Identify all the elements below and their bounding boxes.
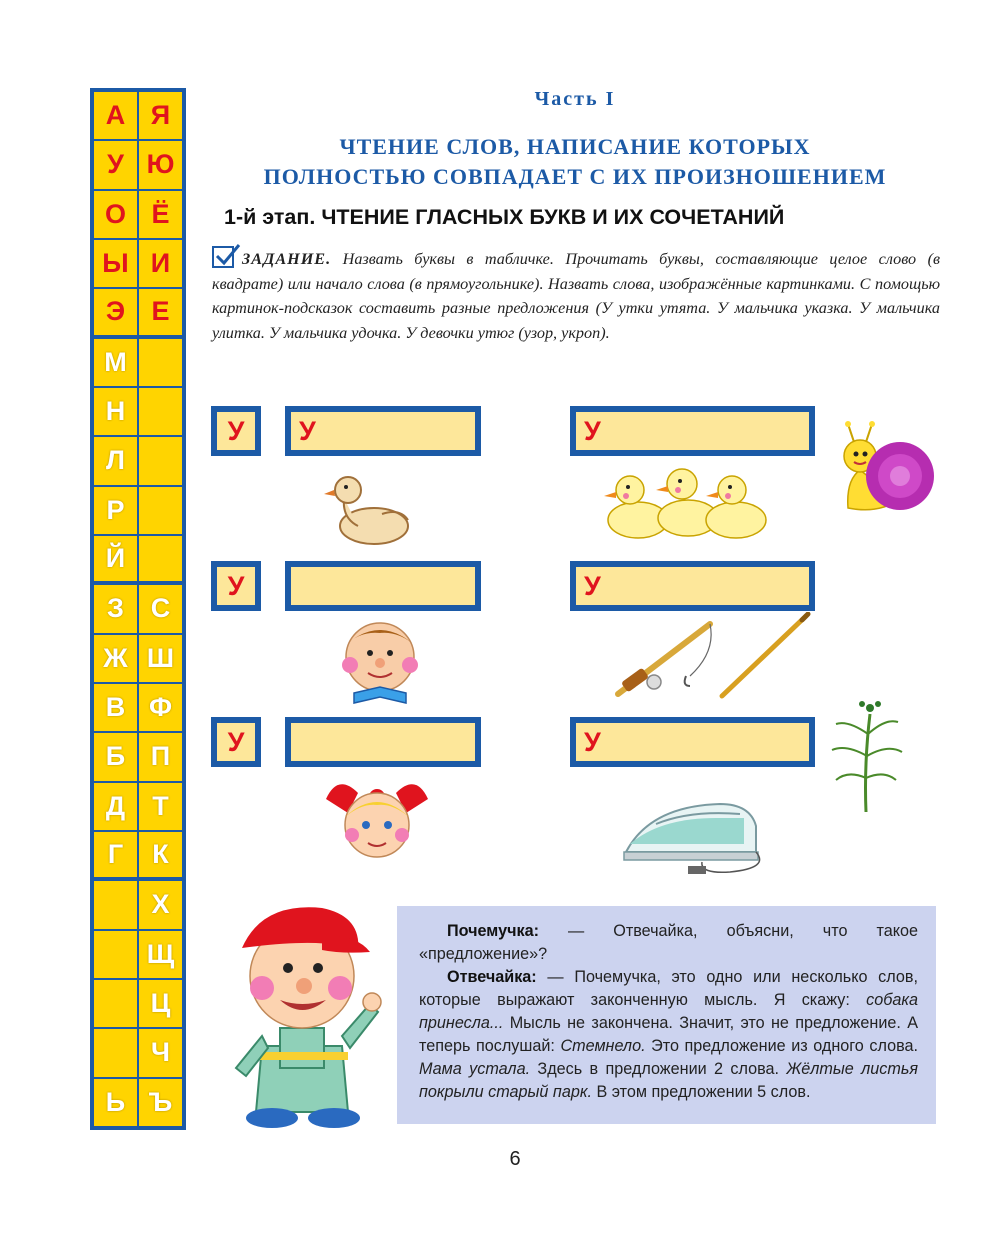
checkbox-icon: [212, 246, 234, 268]
alphabet-cell: К: [138, 831, 183, 880]
alphabet-cell: Е: [138, 288, 183, 337]
alphabet-cell: Ё: [138, 190, 183, 239]
speaker-otvechaika: Отвечайка:: [447, 968, 537, 986]
example-sentence-3: Мама устала.: [419, 1060, 531, 1078]
alphabet-cell: М: [93, 338, 138, 387]
speaker-pochemuchka: Почемучка:: [447, 922, 539, 940]
letter-square-3: У: [211, 717, 261, 767]
alphabet-cell: Х: [138, 880, 183, 929]
question-text: — Отвечайка, объясни, что такое «предложение»?: [419, 922, 918, 963]
answer-text-4: Здесь в предложении 2 слова.: [530, 1060, 787, 1078]
alphabet-cell: Ь: [93, 1078, 138, 1127]
part-heading: Часть I: [534, 88, 616, 110]
answer-text-3: Это предложение из одного слова.: [645, 1037, 918, 1055]
alphabet-cell: Ы: [93, 239, 138, 288]
letter-rect-3: [285, 561, 481, 611]
task-lead: ЗАДАНИЕ.: [242, 250, 332, 268]
letter-rect-6: У: [570, 717, 815, 767]
girl-face-illustration: [318, 773, 436, 863]
dialogue-question: [419, 920, 918, 966]
alphabet-cell: Т: [138, 782, 183, 831]
alphabet-cell: А: [93, 91, 138, 140]
page-number: 6: [509, 1148, 521, 1170]
alphabet-cell: О: [93, 190, 138, 239]
alphabet-cell: [93, 930, 138, 979]
dialogue-panel: [397, 906, 936, 1124]
iron-illustration: [620, 796, 770, 882]
alphabet-cell: Щ: [138, 930, 183, 979]
alphabet-cell: Ч: [138, 1028, 183, 1077]
alphabet-cell: З: [93, 584, 138, 633]
letter-rect-5: [285, 717, 481, 767]
alphabet-cell: П: [138, 732, 183, 781]
alphabet-cell: В: [93, 683, 138, 732]
alphabet-cell: [93, 979, 138, 1028]
alphabet-cell: Ъ: [138, 1078, 183, 1127]
task-text: [212, 246, 940, 345]
example-sentence-2: Стемнело.: [560, 1037, 646, 1055]
alphabet-cell: Д: [93, 782, 138, 831]
alphabet-cell: Н: [93, 387, 138, 436]
chapter-title-line-1: ЧТЕНИЕ СЛОВ, НАПИСАНИЕ КОТОРЫХ: [339, 134, 811, 159]
alphabet-cell: [93, 880, 138, 929]
alphabet-cell: Я: [138, 91, 183, 140]
alphabet-cell: [138, 338, 183, 387]
letter-rect-4: У: [570, 561, 815, 611]
alphabet-cell: Л: [93, 436, 138, 485]
letter-rect-1: У: [285, 406, 481, 456]
snail-illustration: [838, 420, 938, 516]
chapter-title-line-2: ПОЛНОСТЬЮ СОВПАДАЕТ С ИХ ПРОИЗНОШЕНИЕМ: [263, 164, 887, 189]
alphabet-cell: [93, 1028, 138, 1077]
alphabet-cell: Ж: [93, 634, 138, 683]
chapter-title: [220, 132, 930, 192]
letter-square-2: У: [211, 561, 261, 611]
alphabet-cell: [138, 387, 183, 436]
stage-heading: 1-й этап. ЧТЕНИЕ ГЛАСНЫХ БУКВ И ИХ СОЧЕТАНИЙ: [224, 205, 785, 229]
pochemuchka-boy-illustration: [222, 896, 384, 1128]
alphabet-cell: Э: [93, 288, 138, 337]
alphabet-cell: Ш: [138, 634, 183, 683]
alphabet-cell: Й: [93, 535, 138, 584]
example-sentence-1: собака принесла...: [419, 991, 918, 1032]
alphabet-cell: С: [138, 584, 183, 633]
dialogue-answer: [419, 966, 918, 1104]
letter-rect-2: У: [570, 406, 815, 456]
example-sentence-4: Жёлтые листья покрыли старый парк.: [419, 1060, 918, 1101]
alphabet-cell: Ц: [138, 979, 183, 1028]
alphabet-table: [90, 88, 186, 1130]
alphabet-cell: Р: [93, 486, 138, 535]
duck-illustration: [322, 468, 414, 550]
letter-square-1: У: [211, 406, 261, 456]
alphabet-cell: Ф: [138, 683, 183, 732]
alphabet-cell: И: [138, 239, 183, 288]
alphabet-cell: Б: [93, 732, 138, 781]
alphabet-cell: Ю: [138, 140, 183, 189]
ducklings-illustration: [598, 462, 773, 544]
dill-plant-illustration: [826, 694, 906, 814]
alphabet-cell: [138, 486, 183, 535]
alphabet-cell: Г: [93, 831, 138, 880]
answer-text-1: — Почемучка, это одно или несколько слов, которые выражают законченную мысль. Я скажу:: [419, 968, 918, 1009]
answer-text-5: В этом предложении 5 слов.: [591, 1083, 811, 1101]
answer-text-2: Мысль не закончена. Значит, это не предложение. А теперь послушай:: [419, 1014, 918, 1055]
task-body: Назвать буквы в табличке. Прочитать буквы, составляющие целое слово (в квадрате) или начало слова (в прямоугольнике). Назвать слова, изображённые картинками. С помощью картинок-подсказок составить разные предложения (У утки утята. У мальчика указка. У мальчика улитка. У мальчика удочка. У девочки утюг (узор, укроп).: [212, 250, 941, 342]
alphabet-cell: [138, 535, 183, 584]
boy-face-illustration: [326, 617, 434, 707]
fishing-rod-and-pointer-illustration: [612, 612, 812, 700]
alphabet-cell: [138, 436, 183, 485]
alphabet-cell: У: [93, 140, 138, 189]
